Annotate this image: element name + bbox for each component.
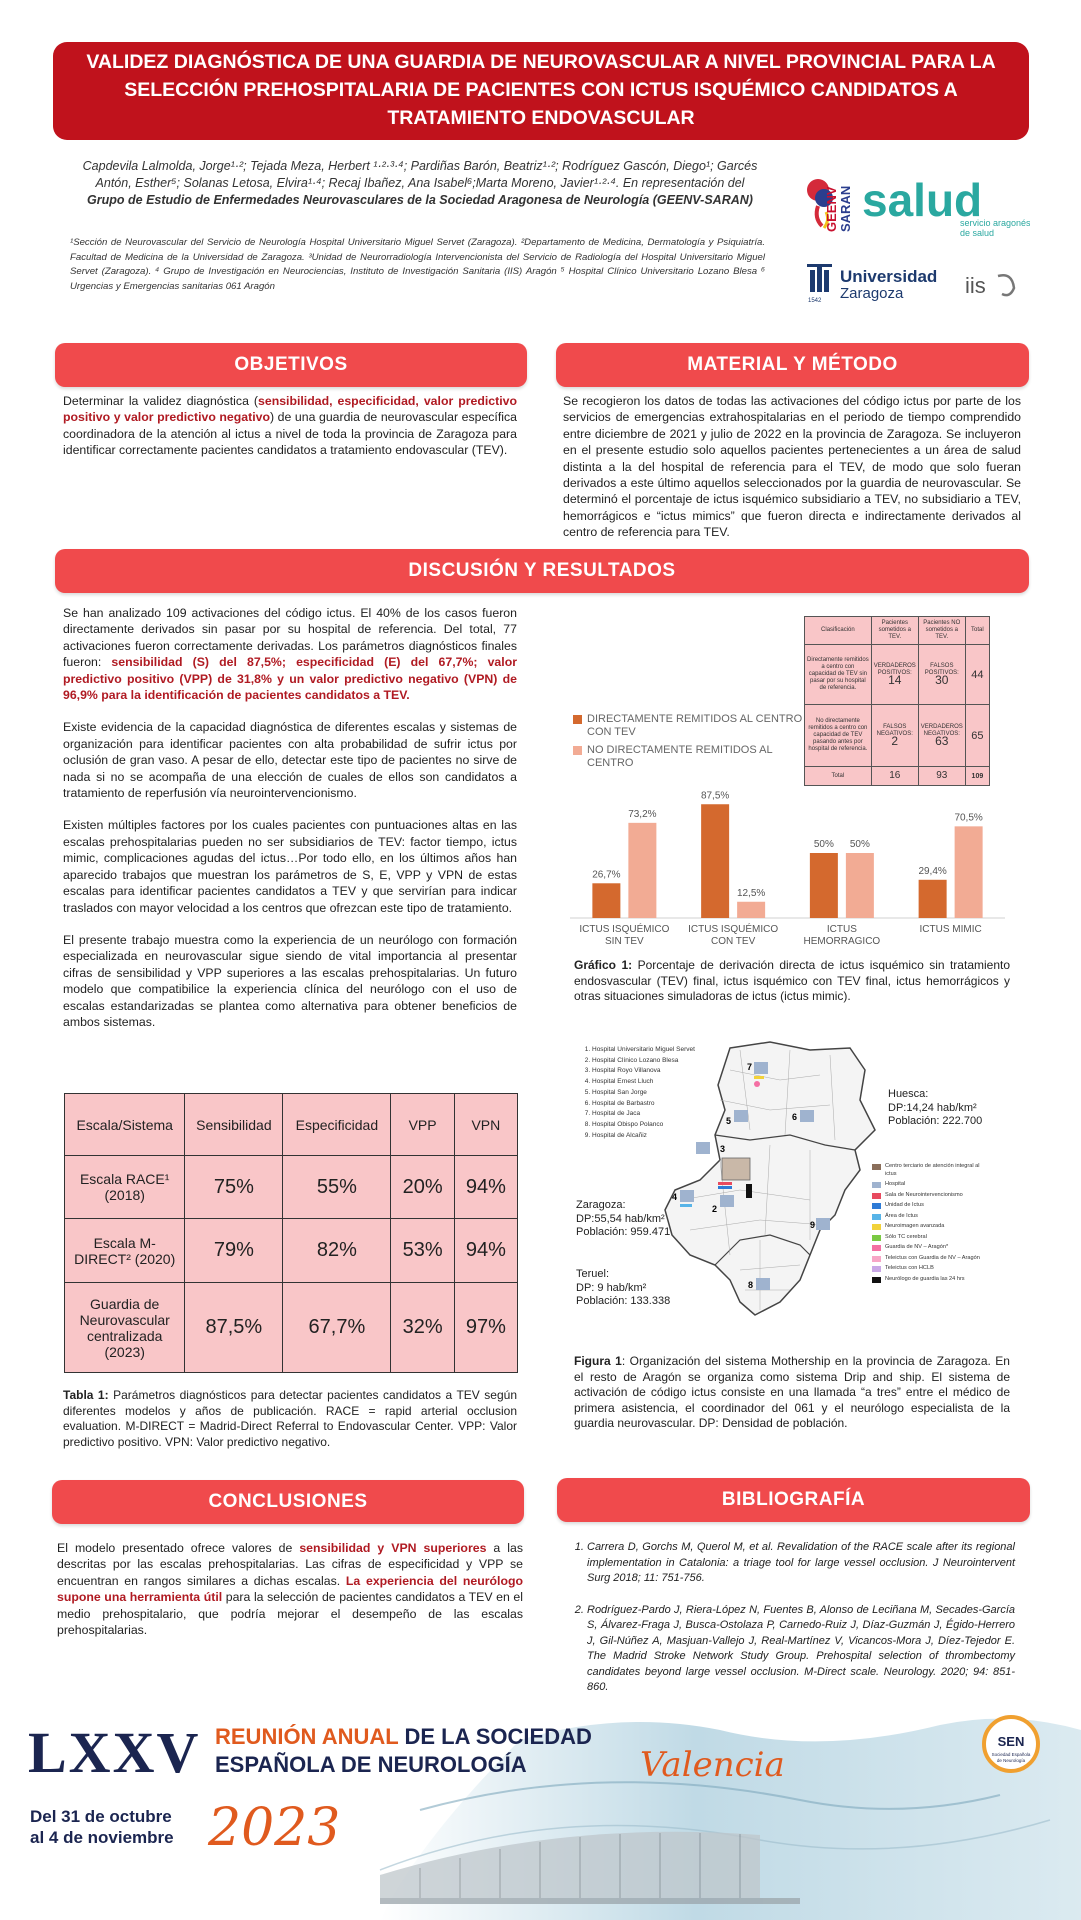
svg-text:7: 7 xyxy=(747,1062,753,1072)
svg-text:8: 8 xyxy=(748,1280,754,1290)
footer-banner xyxy=(0,1700,1081,1920)
salud-logo xyxy=(862,174,1030,238)
map-legend-label: Área de Ictus xyxy=(885,1212,918,1219)
logos-svg xyxy=(800,168,1030,318)
conf-cell-value: 14 xyxy=(888,672,902,687)
cell-value: 87,5% xyxy=(185,1283,283,1373)
x-tick-label: CON TEV xyxy=(710,936,756,947)
bibliografia-header xyxy=(557,1478,1030,1522)
conf-total: 16 xyxy=(871,767,918,786)
conclusiones-highlight-1: sensibilidad y VPN superiores xyxy=(299,1541,487,1555)
legend-label: NO DIRECTAMENTE REMITIDOS AL CENTRO xyxy=(587,744,773,769)
authors-list: Capdevila Lalmolda, Jorge¹·²; Tejada Meza, Herbert ¹·²·³·⁴; Pardiñas Barón, Beatriz¹·²; Rodríguez Gascón, Diego¹; Garcés Antón, Esther⁵; Solanas Letosa, Elvira¹·⁴; Recaj Ibañez, Ana Isabel⁶;Marta Moreno, Javier¹·²·⁴. En representación del xyxy=(82,159,758,190)
conclusiones-header xyxy=(52,1480,524,1524)
list-item: 1. Carrera D, Gorchs M, Querol M, et al. Revalidation of the RACE scale after its regional implementation in Catalonia: a triage tool for large vessel occlusion. J Neurointervent Surg 2018; 11: 751-756. xyxy=(587,1540,1015,1587)
bar-directos-3 xyxy=(919,880,947,918)
neurologist-24h xyxy=(746,1184,752,1198)
geenv-logo xyxy=(807,179,853,232)
list-item: 8. Hospital Obispo Polanco xyxy=(592,1120,728,1131)
conclusiones-highlight-2: La experiencia del neurólogo supone una herramienta útil xyxy=(57,1573,523,1605)
bar-chart xyxy=(560,770,1015,950)
map-legend-item xyxy=(872,1213,992,1221)
conf-total: 93 xyxy=(918,767,965,786)
map-legend-swatch xyxy=(872,1224,881,1230)
map-caption-text: : Organización del sistema Mothership en la provincia de Zaragoza. En el resto de Aragón se organiza como sistema Drip and ship. El sistema de activación de código ictus consiste en una llamada “a tres” entre el médico de primera asistencia, el coordinador del 061 y el neurólogo especialista de la guardia neurovascular. DP: Densidad de población. xyxy=(574,1354,1010,1430)
svg-text:6: 6 xyxy=(792,1112,798,1122)
map-caption xyxy=(574,1354,1010,1432)
material-header xyxy=(556,343,1029,387)
footer-reunion-line2: ESPAÑOLA DE NEUROLOGÍA xyxy=(215,1752,527,1777)
bar-no-directos-1 xyxy=(737,902,765,918)
bibliografia-items xyxy=(565,1540,1015,1696)
cell-model: Guardia de Neurovascular centralizada (2023) xyxy=(65,1283,185,1373)
map-legend-item xyxy=(872,1265,992,1273)
map-legend-item xyxy=(872,1163,992,1178)
poster-title xyxy=(53,42,1029,140)
map-legend-swatch xyxy=(872,1245,881,1251)
footer-reunion-accent: REUNIÓN ANUAL xyxy=(215,1724,399,1749)
discusion-p2: Existe evidencia de la capacidad diagnóstica de diferentes escalas y sistemas de organización para identificar pacientes con alta probabilidad de sufrir ictus por oclusión de gran vaso. A pesar de ello, detectar este tipo de pacientes no sirve de nada si no se acompaña de una elección de cuales de ellos son candidatos a tratamiento de reperfusión vía neurointervencionismo. xyxy=(63,720,517,801)
discusion-p1-text: Se han analizado 109 activaciones del código ictus. El 40% de los casos fueron directamente derivados sin pasar por su hospital de referencia. Del total, 77 activaciones fueron correctamente derivadas. Los parámetros diagnósticos finales fueron: xyxy=(63,606,517,670)
cell-value: 94% xyxy=(454,1219,517,1283)
unizar-year: 1542 xyxy=(808,298,822,304)
table-caption xyxy=(63,1388,517,1450)
hospital-marker xyxy=(756,1278,770,1290)
chart-caption-text: Porcentaje de derivación directa de ictus isquémico sin tratamiento endosvascular (TEV) final, ictus isquémico con TEV final, ictus hemorrágicos y otras situaciones simuladoras de ictus (ictus mimic). xyxy=(574,958,1011,1003)
bar-chart-svg xyxy=(560,770,1015,950)
legend-label: DIRECTAMENTE REMITIDOS AL CENTRO CON TEV xyxy=(587,713,803,738)
cell-value: 82% xyxy=(283,1219,391,1283)
sala-marker xyxy=(718,1182,732,1185)
teruel-name: Teruel: xyxy=(576,1268,610,1280)
legend-swatch xyxy=(573,746,582,755)
hospital-marker xyxy=(816,1218,830,1230)
x-tick-label: ICTUS MIMIC xyxy=(919,924,982,935)
list-item: 5. Hospital San Jorge xyxy=(592,1088,728,1099)
footer-lxxv: LXXV xyxy=(28,1720,201,1785)
bibliografia-list xyxy=(565,1540,1015,1712)
map-legend-label: Unidad de Ictus xyxy=(885,1202,924,1208)
cell-value: 53% xyxy=(391,1219,454,1283)
map-outline xyxy=(665,1042,875,1315)
map-legend-item xyxy=(872,1234,992,1242)
footer-reunion-rest: DE LA SOCIEDAD xyxy=(398,1724,592,1749)
iis-text: iis xyxy=(965,273,986,298)
discusion-header xyxy=(55,549,1029,593)
affiliations: ¹Sección de Neurovascular del Servicio de Neurología Hospital Universitario Miguel Servet (Zaragoza). ²Departamento de Medicina, Dermatología y Psiquiatría. Facultad de Medicina de la Universidad de Zaragoza. ³Unidad de Neurorradiología Intervencionista del Servicio de Radiología del Hospital Universitario Miguel Servet (Zaragoza). ⁴ Grupo de Investigación en Neurociencias, Instituto de Investigación Sanitaria (IIS) Aragón ⁵ Hospital Clínico Universitario Lozano Blesa ⁶ Urgencias y Emergencias sanitarias 061 Aragón xyxy=(70,237,765,292)
th-sensibilidad: Sensibilidad xyxy=(185,1094,283,1156)
conf-total: 109 xyxy=(965,767,989,786)
saran-text: SARAN xyxy=(838,185,853,232)
teruel-dp: DP: 9 hab/km² xyxy=(576,1281,647,1294)
list-item: 7. Hospital de Jaca xyxy=(592,1109,728,1120)
bar-data-label: 50% xyxy=(813,839,834,850)
scales-table-header xyxy=(65,1094,518,1156)
objetivos-highlight: sensibilidad, especificidad, valor predictivo positivo y valor predictivo negativo xyxy=(63,394,518,425)
th-vpn: VPN xyxy=(454,1094,517,1156)
footer-valencia: Valencia xyxy=(640,1745,785,1785)
svg-text:4: 4 xyxy=(672,1192,678,1202)
conf-cell xyxy=(918,705,965,767)
th-especificidad: Especificidad xyxy=(283,1094,391,1156)
discusion-p4: El presente trabajo muestra como la experiencia de un neurólogo con formación especializada en neurovascular sigue siendo de vital importancia al presentar cifras de sensibilidad y VPP superiores a las escalas prehospitalarias. Un futuro modelo que compatibilice la experiencia clínica del neurólogo con el uso de escalas estandarizadas se plantea como alternativa para obtener beneficios de ambos sistemas. xyxy=(63,932,517,1029)
conf-cell-value: 63 xyxy=(935,733,949,748)
conf-header: Total xyxy=(965,617,989,645)
x-tick-label: ICTUS ISQUÉMICO xyxy=(688,924,779,935)
sen-logo xyxy=(984,1717,1038,1771)
bar-no-directos-2 xyxy=(846,853,874,918)
map-legend-label: Guardia de NV – Aragón* xyxy=(885,1244,949,1250)
th-vpp: VPP xyxy=(391,1094,454,1156)
map-legend-label: Sólo TC cerebral xyxy=(885,1233,927,1240)
table-row xyxy=(65,1156,518,1219)
table-caption-text: Parámetros diagnósticos para detectar pacientes candidatos a TEV según diferentes modelos y años de publicación. RACE = rapid arterial occlusion evaluation. M-DIRECT = Madrid-Direct Referral to Endovascular Center. VPP: Valor predictivo positivo. VPN: Valor predictivo negativo. xyxy=(63,1388,517,1449)
scales-table-wrap xyxy=(64,1093,518,1373)
conf-cell-value: 30 xyxy=(935,672,949,687)
bar-no-directos-0 xyxy=(628,823,656,918)
cell-model: Escala M-DIRECT² (2020) xyxy=(65,1219,185,1283)
chart-caption xyxy=(574,958,1010,1005)
map-legend-item xyxy=(872,1244,992,1252)
conf-cell xyxy=(871,645,918,705)
conf-header: Pacientes NO sometidos a TEV. xyxy=(918,617,965,645)
map-legend-item xyxy=(872,1255,992,1263)
discusion-p1 xyxy=(63,605,517,703)
huesca-dp: DP:14,24 hab/km² xyxy=(888,1101,977,1114)
table-row xyxy=(805,705,990,767)
scales-table xyxy=(64,1093,518,1373)
authors-block xyxy=(70,158,770,209)
conf-total: 65 xyxy=(965,705,989,767)
conf-cell-label: VERDADEROS POSITIVOS: xyxy=(873,662,916,676)
objetivos-header-text: OBJETIVOS xyxy=(234,354,348,375)
conf-header: Clasificación xyxy=(805,617,872,645)
conf-row-label: Directamente remitidos a centro con capacidad de TEV sin pasar por su hospital de referencia. xyxy=(805,645,872,705)
map-legend-swatch xyxy=(872,1164,881,1170)
aragon-map xyxy=(660,1040,890,1330)
unizar-text1: Universidad xyxy=(840,267,938,286)
map-legend-label: Teleictus con Guardia de NV – Aragón xyxy=(885,1254,980,1261)
map-legend-swatch xyxy=(872,1235,881,1241)
salud-text: salud xyxy=(862,174,983,226)
legend-swatch xyxy=(573,715,582,724)
list-item: 2. Rodríguez-Pardo J, Riera-López N, Fuentes B, Alonso de Leciñana M, Secades-García S, Álvarez-Fraga J, Busca-Ostolaza P, Carnedo-Ruiz J, Díaz-Guzmán J, Égido-Herrero J, Gil-Núñez A, Masjuan-Vallejo J, Real-Martínez V, Vicancos-Mora J, Díez-Tejedor E. The Madrid Stroke Network Study Group. Prehospital selection of thrombectomy candidates beyond large vessel occlusion. M-Direct scale. Neurology. 2020; 94: 851-860. xyxy=(587,1603,1015,1696)
map-legend-swatch xyxy=(872,1182,881,1188)
salud-sub2: de salud xyxy=(960,228,995,238)
map-legend-swatch xyxy=(872,1203,881,1209)
footer-reunion-line1 xyxy=(215,1724,592,1749)
zaragoza-dp: DP:55,54 hab/km² xyxy=(576,1212,665,1225)
table-row xyxy=(65,1283,518,1373)
map-legend-swatch xyxy=(872,1256,881,1262)
table-row xyxy=(65,1219,518,1283)
footer-svg xyxy=(0,1700,1081,1920)
cell-value: 75% xyxy=(185,1156,283,1219)
bar-data-label: 12,5% xyxy=(736,887,766,899)
geenv-text: GEENV xyxy=(824,186,839,232)
huesca-pop: Población: 222.700 xyxy=(888,1115,983,1127)
sen-text: SEN xyxy=(997,1734,1025,1749)
conf-cell-label: FALSOS NEGATIVOS: xyxy=(876,723,913,737)
sen-sub-1: Sociedad Española xyxy=(991,1752,1031,1757)
discusion-p1-highlight: sensibilidad (S) del 87,5%; especificidad (E) del 67,7%; valor predictivo positivo (VPP) de 31,8% y un valor predictivo negativo (VPN) de 96,9% para la identificación de pacientes candidatos a TEV. xyxy=(63,655,517,703)
map-legend-label: Hospital xyxy=(885,1181,906,1187)
objetivos-text-1: Determinar la validez diagnóstica ( xyxy=(63,394,259,408)
zaragoza-label xyxy=(576,1199,686,1240)
confusion-table xyxy=(804,616,990,786)
poster-title-text: VALIDEZ DIAGNÓSTICA DE UNA GUARDIA DE NEUROVASCULAR A NIVEL PROVINCIAL PARA LA SELECCIÓN PREHOSPITALARIA DE PACIENTES CON ICTUS ISQUÉMICO CANDIDATOS A TRATAMIENTO ENDOVASCULAR xyxy=(86,51,996,129)
map-legend-label: Centro terciario de atención integral al ictus xyxy=(885,1163,980,1177)
list-item: 1. Hospital Universitario Miguel Servet xyxy=(592,1045,728,1056)
bar-data-label: 87,5% xyxy=(700,790,730,802)
map-legend-swatch xyxy=(872,1214,881,1220)
chart-legend xyxy=(573,713,808,770)
hospital-marker xyxy=(734,1110,748,1122)
legend-item-1 xyxy=(573,713,808,739)
unidad-marker xyxy=(718,1186,732,1189)
table-caption-label: Tabla 1: xyxy=(63,1388,109,1402)
material-header-text: MATERIAL Y MÉTODO xyxy=(687,354,898,375)
objetivos-text-2: ) de una guardia de neurovascular específica coordinadora de la atención al ictus a nivel de toda la provincia de Zaragoza para identificar correctamente pacientes candidatos a tratamiento endovascular (TEV). xyxy=(63,410,517,458)
map-legend-label: Sala de Neurointervencionismo xyxy=(885,1191,963,1198)
neuroimagen-marker xyxy=(754,1076,764,1079)
objetivos-header xyxy=(55,343,527,387)
bar-no-directos-3 xyxy=(955,826,983,918)
zaragoza-pop: Población: 959.471 xyxy=(576,1226,671,1238)
cell-value: 97% xyxy=(454,1283,517,1373)
map-caption-label: Figura 1 xyxy=(574,1354,622,1368)
footer-dates-1: Del 31 de octubre xyxy=(30,1807,172,1826)
table-row xyxy=(805,617,990,645)
map-legend-label: Neuroimagen avanzada xyxy=(885,1223,945,1229)
discusion-header-text: DISCUSIÓN Y RESULTADOS xyxy=(408,560,676,581)
conf-cell xyxy=(918,645,965,705)
cell-value: 55% xyxy=(283,1156,391,1219)
cell-value: 67,7% xyxy=(283,1283,391,1373)
confusion-table-wrap xyxy=(804,616,990,786)
bibliografia-header-text: BIBLIOGRAFÍA xyxy=(721,1489,866,1510)
svg-text:2: 2 xyxy=(712,1204,718,1214)
conf-cell-value: 2 xyxy=(891,733,899,748)
map-legend-item xyxy=(872,1276,992,1284)
cell-model: Escala RACE¹ (2018) xyxy=(65,1156,185,1219)
authors-group: Grupo de Estudio de Enfermedades Neurovasculares de la Sociedad Aragonesa de Neurología (GEENV-SARAN) xyxy=(87,193,753,207)
list-item: 3. Hospital Royo Villanova xyxy=(592,1066,728,1077)
logos-area xyxy=(800,168,1030,318)
unizar-text2: Zaragoza xyxy=(840,285,904,302)
bar-directos-0 xyxy=(592,883,620,918)
map-legend-swatch xyxy=(872,1277,881,1283)
map-legend-swatch xyxy=(872,1193,881,1199)
objetivos-text xyxy=(63,393,517,459)
hospital-marker xyxy=(696,1142,710,1154)
list-item: 2. Hospital Clínico Lozano Blesa xyxy=(592,1056,728,1067)
map-legend-item xyxy=(872,1223,992,1231)
list-item: 9. Hospital de Alcañiz xyxy=(592,1131,728,1142)
map-legend-label: Neurólogo de guardia las 24 hrs xyxy=(885,1275,965,1282)
conclusiones-text-1: El modelo presentado ofrece valores de xyxy=(57,1541,300,1555)
iis-logo xyxy=(965,273,1014,298)
conclusiones-text-3: para la selección de pacientes candidatos a TEV en el medio prehospitalario, que podría mejorar el desempeño de las escalas prehospitalarias. xyxy=(57,1590,523,1638)
map-legend-label: Teleictus con HCLB xyxy=(885,1265,934,1271)
material-text: Se recogieron los datos de todas las activaciones del código ictus por parte de los servicios de emergencias extrahospitalarias en el periodo de tiempo comprendido entre diciembre de 2021 y julio de 2022 en la provincia de Zaragoza. Se incluyeron en el presente estudio solo aquellos pacientes pertenecientes a un área de salud distinta a la del hospital de referencia para el TEV, de modo que solo fueran derivados a este último aquellos seleccionados por la guardia de neurovascular. Se determinó el porcentaje de ictus isquémico subsidiario a TEV, no subsidiario a TEV, hemorrágicos e “ictus mimics” que fueron directa e indirectamente derivados al centro de referencia para TEV. xyxy=(563,394,1021,540)
th-escala: Escala/Sistema xyxy=(65,1094,185,1156)
teruel-label xyxy=(576,1268,686,1309)
x-tick-label: SIN TEV xyxy=(605,936,644,947)
discusion-text xyxy=(63,605,517,1046)
conf-cell-label: FALSOS POSITIVOS: xyxy=(924,662,959,676)
bar-directos-1 xyxy=(701,804,729,918)
cell-value: 32% xyxy=(391,1283,454,1373)
svg-text:9: 9 xyxy=(810,1220,816,1230)
cell-value: 79% xyxy=(185,1219,283,1283)
map-legend xyxy=(872,1163,992,1286)
x-tick-label: HEMORRAGICO xyxy=(803,936,881,947)
bar-data-label: 26,7% xyxy=(592,869,621,881)
guardia-marker xyxy=(754,1081,760,1087)
conf-row-label: Total xyxy=(805,767,872,786)
list-item: 4. Hospital Ernest Lluch xyxy=(592,1077,728,1088)
bar-directos-2 xyxy=(810,853,838,918)
bar-data-label: 29,4% xyxy=(918,865,947,877)
cell-value: 94% xyxy=(454,1156,517,1219)
teruel-pop: Población: 133.338 xyxy=(576,1295,671,1307)
cell-value: 20% xyxy=(391,1156,454,1219)
x-tick-label: ICTUS ISQUÉMICO xyxy=(579,924,670,935)
table-row xyxy=(805,645,990,705)
hospital-marker xyxy=(800,1110,814,1122)
footer-dates-2: al 4 de noviembre xyxy=(30,1828,174,1847)
conf-total: 44 xyxy=(965,645,989,705)
huesca-label xyxy=(888,1088,1018,1129)
aragon-map-svg xyxy=(660,1040,890,1330)
chart-caption-label: Gráfico 1: xyxy=(574,958,633,972)
bar-data-label: 73,2% xyxy=(628,808,657,820)
conclusiones-text xyxy=(57,1540,523,1638)
conf-cell xyxy=(871,705,918,767)
conclusiones-text-2: a las descritas por las escalas prehospitalarias. Las cifras de especificidad y VPP se encuentran en rangos similares a dichas escalas. xyxy=(57,1541,523,1588)
conclusiones-header-text: CONCLUSIONES xyxy=(208,1491,368,1512)
legend-item-2 xyxy=(573,744,808,770)
hospital-marker xyxy=(754,1062,768,1074)
footer-year: 2023 xyxy=(208,1798,341,1858)
svg-text:5: 5 xyxy=(726,1116,732,1126)
map-legend-item xyxy=(872,1181,992,1189)
conf-header: Pacientes sometidos a TEV. xyxy=(871,617,918,645)
conf-cell-label: VERDADEROS NEGATIVOS: xyxy=(920,723,963,737)
bar-data-label: 70,5% xyxy=(954,812,983,824)
x-tick-label: ICTUS xyxy=(826,924,857,935)
discusion-p3: Existen múltiples factores por los cuales pacientes con puntuaciones altas en las escalas prehospitalarias pueden no ser subsidiarios de TEV: factor tiempo, ictus mimic, complicaciones agudas del ictus…Por todo ello, en los últimos años han aparecido trabajos que muestran los parámetros de S, E, VPP y VPN de estas escalas para identificar pacientes candidatos a TEV y que servirían para indicar traslados con mayor velocidad a los centros que ofrezcan este tipo de tratamiento. xyxy=(63,818,517,915)
salud-sub1: servicio aragonés xyxy=(960,218,1030,228)
bar-data-label: 50% xyxy=(849,839,870,850)
huesca-name: Huesca: xyxy=(888,1088,929,1100)
list-item: 6. Hospital de Barbastro xyxy=(592,1099,728,1110)
tertiary-center xyxy=(722,1158,750,1180)
sen-sub-2: de Neurología xyxy=(996,1758,1026,1763)
unizar-logo xyxy=(807,264,937,304)
map-legend-item xyxy=(872,1192,992,1200)
zaragoza-name: Zaragoza: xyxy=(576,1199,626,1211)
hospital-marker xyxy=(720,1195,734,1207)
svg-text:3: 3 xyxy=(720,1144,726,1154)
map-legend-item xyxy=(872,1202,992,1210)
map-legend-swatch xyxy=(872,1266,881,1272)
conf-row-label: No directamente remitidos a centro con capacidad de TEV pasando antes por hospital de referencia. xyxy=(805,705,872,767)
